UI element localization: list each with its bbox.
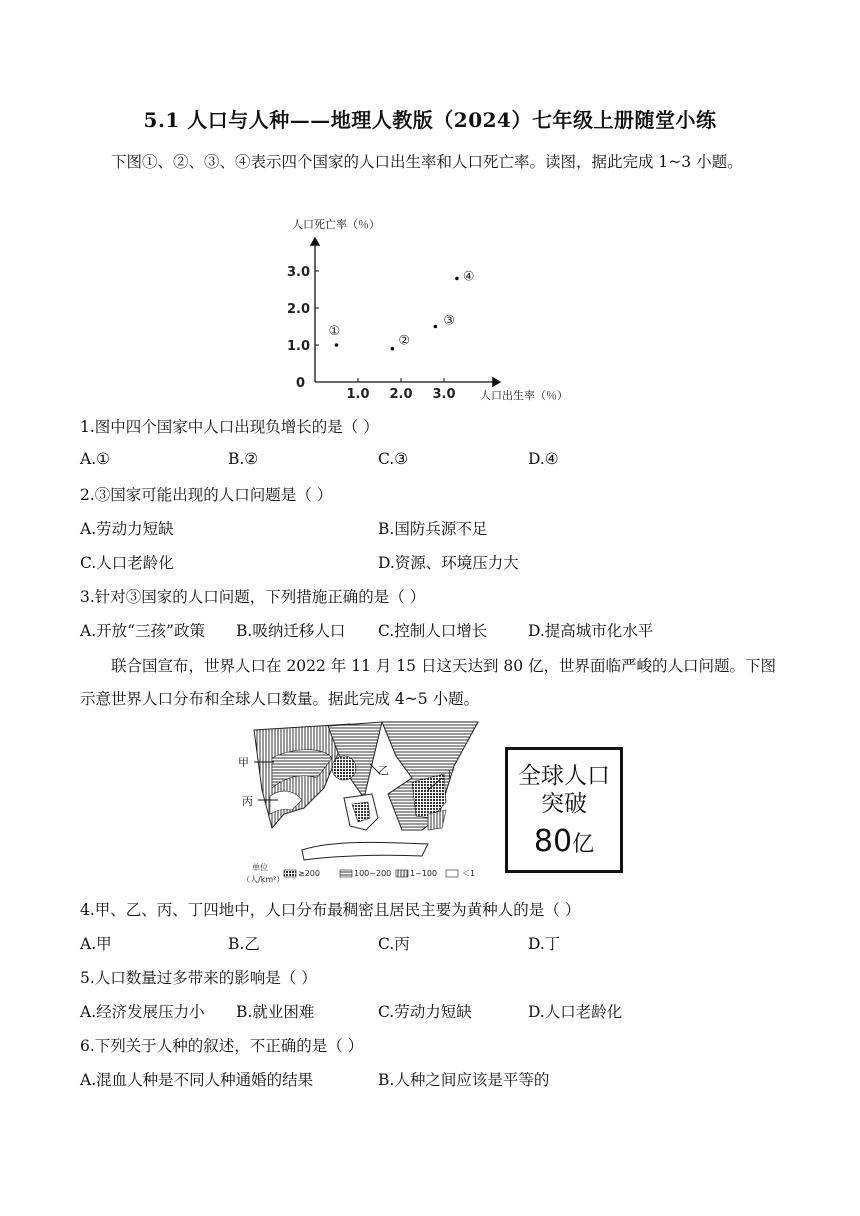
y-axis-label: 人口死亡率（％） — [292, 218, 380, 231]
question-5-option-c: C.劳动力短缺 — [378, 1003, 472, 1021]
question-1-option-d: D.④ — [528, 450, 559, 468]
question-6-stem: 6.下列关于人种的叙述，不正确的是（ ） — [80, 1037, 364, 1055]
legend-swatch-high — [340, 870, 352, 877]
legend-unit-label: 单位 — [252, 863, 268, 872]
legend-unit-value: （人/km²） — [242, 875, 285, 884]
question-5-stem: 5.人口数量过多带来的影响是（ ） — [80, 969, 317, 987]
data-point-2 — [391, 347, 395, 351]
question-3-stem: 3.针对③国家的人口问题，下列措施正确的是（ ） — [80, 588, 426, 606]
continent-antarctica — [302, 842, 428, 860]
badge-line-2: 突破 — [541, 791, 587, 817]
intro-paragraph-1: 下图①、②、③、④表示四个国家的人口出生率和人口死亡率。读图，据此完成 1~3 小题。 — [111, 153, 743, 171]
map-label-jia: 甲 — [238, 756, 249, 769]
page-title: 5.1 人口与人种——地理人教版（2024）七年级上册随堂小练 — [143, 108, 717, 132]
badge-line-1: 全球人口 — [518, 763, 610, 789]
question-6-option-b: B.人种之间应该是平等的 — [378, 1071, 550, 1089]
world-population-map — [232, 718, 480, 888]
question-2-option-b: B.国防兵源不足 — [378, 520, 488, 538]
legend-label-dense: ≥200 — [298, 869, 320, 878]
question-3-option-c: C.控制人口增长 — [378, 622, 488, 640]
y-tick-label-0: 1.0 — [286, 339, 310, 354]
question-3-option-b: B.吸纳迁移人口 — [236, 622, 346, 640]
data-point-label-4: ④ — [462, 269, 475, 285]
question-2-option-a: A.劳动力短缺 — [80, 520, 174, 538]
legend-label-high: 100~200 — [354, 869, 392, 878]
data-point-3 — [434, 325, 438, 329]
question-1-option-b: B.② — [228, 450, 259, 468]
question-2-option-d: D.资源、环境压力大 — [378, 554, 519, 572]
intro-paragraph-2: 联合国宣布，世界人口在 2022 年 11 月 15 日这天达到 80 亿，世界面临严峻的人口问题。下图示意世界人口分布和全球人口数量。据此完成 4~5 小题。 — [80, 657, 777, 708]
data-point-1 — [335, 343, 339, 347]
question-5-option-a: A.经济发展压力小 — [80, 1003, 205, 1021]
x-tick-label-0: 1.0 — [346, 387, 370, 402]
map-label-bing: 丙 — [242, 795, 253, 808]
badge-line-3 — [508, 822, 620, 865]
x-tick-label-2: 3.0 — [432, 387, 456, 402]
question-2-stem: 2.③国家可能出现的人口问题是（ ） — [80, 486, 333, 504]
question-1-stem: 1.图中四个国家中人口出现负增长的是（ ） — [80, 418, 379, 436]
origin-label: 0 — [296, 376, 306, 391]
data-point-label-1: ① — [328, 324, 341, 339]
question-6-option-a: A.混血人种是不同人种通婚的结果 — [80, 1071, 314, 1089]
x-tick-label-1: 2.0 — [389, 387, 413, 402]
data-point-label-2: ② — [398, 333, 411, 349]
question-3-option-d: D.提高城市化水平 — [528, 622, 654, 640]
legend-swatch-medium — [396, 870, 408, 877]
map-label-ding: 丁 — [444, 768, 455, 781]
x-axis-label: 人口出生率（％） — [480, 389, 568, 402]
question-4-option-c: C.丙 — [378, 935, 410, 953]
population-badge — [505, 747, 623, 873]
legend-label-medium: 1~100 — [410, 869, 438, 878]
question-4-stem: 4.甲、乙、丙、丁四地中，人口分布最稠密且居民主要为黄种人的是（ ） — [80, 901, 581, 919]
data-point-4 — [455, 277, 459, 281]
question-1-option-a: A.① — [80, 450, 111, 468]
question-5-option-d: D.人口老龄化 — [528, 1003, 623, 1021]
question-4-option-d: D.丁 — [528, 935, 561, 953]
birth-death-rate-chart — [270, 210, 590, 410]
map-label-yi: 乙 — [378, 764, 389, 777]
y-tick-label-2: 3.0 — [286, 265, 310, 280]
question-1-option-c: C.③ — [378, 450, 409, 468]
question-2-option-c: C.人口老龄化 — [80, 554, 174, 572]
y-tick-label-1: 2.0 — [286, 302, 310, 317]
question-3-option-a: A.开放“三孩”政策 — [80, 622, 205, 640]
question-4-option-b: B.乙 — [228, 935, 260, 953]
legend-label-sparse: ＜1 — [462, 869, 476, 878]
badge-number: 80 — [533, 824, 573, 859]
data-point-label-3: ③ — [443, 313, 456, 329]
legend-swatch-sparse — [446, 870, 458, 877]
badge-unit: 亿 — [572, 832, 595, 857]
question-5-option-b: B.就业困难 — [236, 1003, 315, 1021]
question-4-option-a: A.甲 — [80, 935, 112, 953]
legend-swatch-dense — [284, 870, 296, 877]
